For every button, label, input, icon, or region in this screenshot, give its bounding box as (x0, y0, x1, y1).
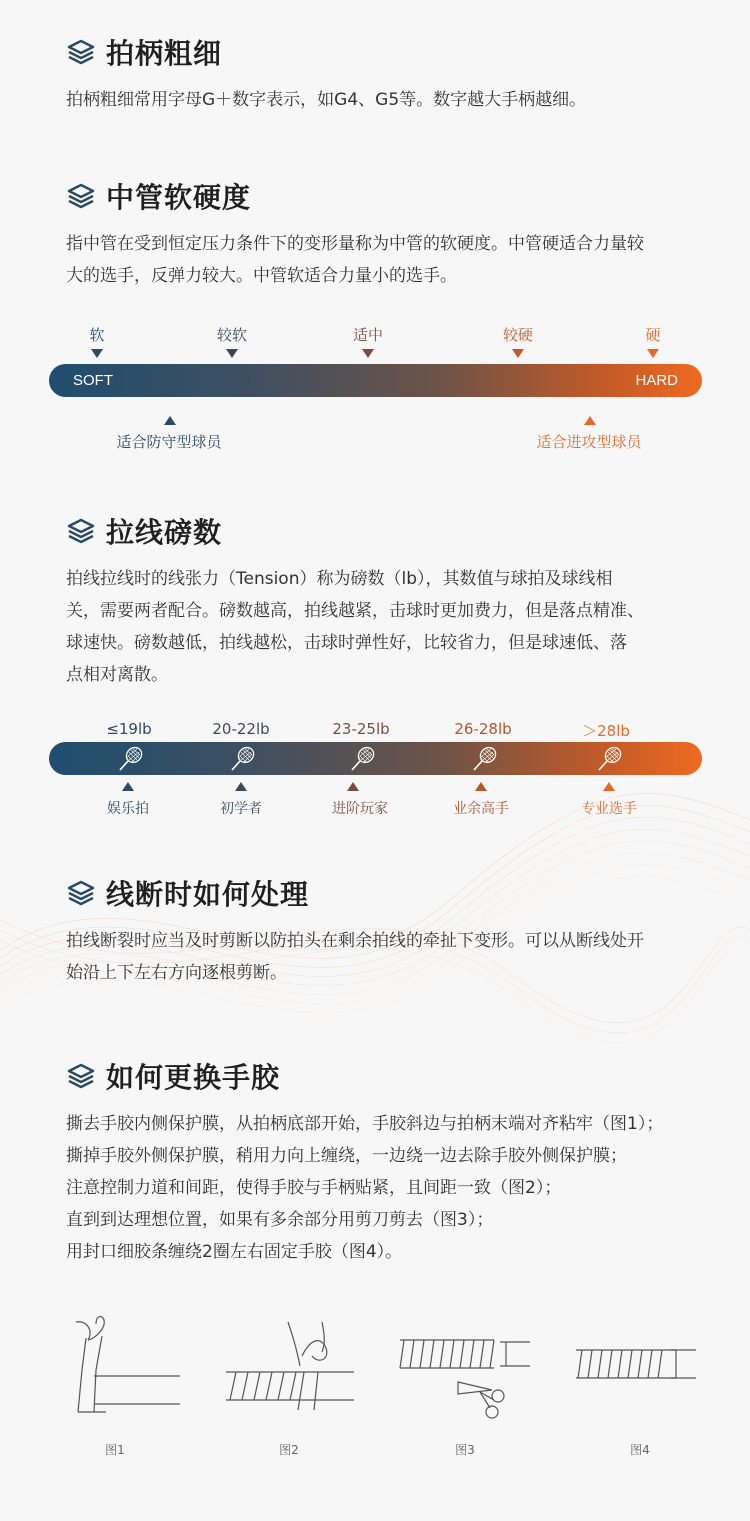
layers-icon (66, 37, 96, 67)
pointer-up-icon (584, 416, 596, 425)
flex-label-medium: 适中 (352, 326, 384, 344)
figure-3-illustration (398, 1328, 533, 1423)
section-heading (66, 511, 706, 551)
text-line: 用封口细胶条缠绕2圈左右固定手胶（图4）。 (66, 1242, 403, 1262)
text-line: 撕掉手胶外侧保护膜，稍用力向上缠绕，一边绕一边去除手胶外侧保护膜； (66, 1146, 627, 1166)
text-line: 球速快。磅数越低，拍线越松，击球时弹性好，比较省力，但是球速低、落 (66, 633, 627, 653)
player-level-label: 娱乐拍 (107, 801, 149, 817)
text-line: 拍线断裂时应当及时剪断以防拍头在剩余拍线的牵扯下变形。可以从断线处开 (66, 931, 644, 951)
figure-2-caption: 图2 (279, 1443, 299, 1457)
figure-4-caption: 图4 (630, 1443, 650, 1457)
section-title: 线断时如何处理 (106, 878, 310, 911)
figure-4-illustration (572, 1340, 698, 1390)
text-line: 大的选手，反弹力较大。中管软适合力量小的选手。 (66, 266, 457, 286)
section-title: 中管软硬度 (106, 181, 252, 214)
offensive-player-label: 适合进攻型球员 (536, 433, 642, 451)
pointer-down-icon (91, 349, 103, 358)
text-line: 注意控制力道和间距，使得手胶与手柄贴紧，且间距一致（图2）； (66, 1178, 562, 1198)
pointer-down-icon (647, 349, 659, 358)
tension-range-label: 26-28lb (454, 720, 512, 738)
flex-label-hard: 硬 (645, 326, 661, 344)
section-broken-string (66, 873, 706, 989)
pointer-up-icon (235, 782, 247, 791)
section-title: 如何更换手胶 (106, 1061, 281, 1094)
section-overgrip (66, 1056, 706, 1268)
bar-soft-label: SOFT (73, 372, 113, 389)
flex-gradient-bar (49, 364, 702, 397)
defensive-player-label: 适合防守型球员 (116, 433, 222, 451)
tension-range-label: 20-22lb (212, 720, 270, 738)
player-level-label: 业余高手 (453, 801, 509, 817)
pointer-down-icon (512, 349, 524, 358)
racket-icon (594, 744, 624, 774)
text-line: 关，需要两者配合。磅数越高，拍线越紧，击球时更加费力，但是落点精准、 (66, 601, 644, 621)
text-line: 点相对离散。 (66, 665, 168, 685)
racket-icon (227, 744, 257, 774)
text-line: 始沿上下左右方向逐根剪断。 (66, 963, 287, 983)
section-heading (66, 873, 706, 913)
pointer-up-icon (122, 782, 134, 791)
section-title: 拍柄粗细 (106, 37, 223, 70)
figure-1-illustration (66, 1310, 186, 1420)
section-flex (66, 176, 706, 292)
pointer-up-icon (164, 416, 176, 425)
layers-icon (66, 878, 96, 908)
tension-range-label: 23-25lb (332, 720, 390, 738)
flex-label-medium-hard: 较硬 (502, 326, 534, 344)
section-title: 拉线磅数 (106, 516, 223, 549)
racket-icon (469, 744, 499, 774)
player-level-label: 初学者 (220, 801, 262, 817)
player-level-label: 进阶玩家 (332, 801, 388, 817)
tension-range-label: ＞28lb (582, 722, 630, 740)
pointer-up-icon (475, 782, 487, 791)
player-level-label: 专业选手 (581, 801, 637, 817)
section-heading (66, 1056, 706, 1096)
section-tension (66, 511, 706, 691)
text-line: 撕去手胶内侧保护膜，从拍柄底部开始，手胶斜边与拍柄末端对齐粘牢（图1）； (66, 1114, 664, 1134)
text-line: 直到到达理想位置，如果有多余部分用剪刀剪去（图3）； (66, 1210, 494, 1230)
pointer-down-icon (226, 349, 238, 358)
layers-icon (66, 1061, 96, 1091)
section-heading (66, 32, 706, 72)
pointer-down-icon (362, 349, 374, 358)
tension-range-label: ≤19lb (106, 720, 152, 738)
figure-1-caption: 图1 (105, 1443, 125, 1457)
section-heading (66, 176, 706, 216)
section-text: 拍柄粗细常用字母G＋数字表示，如G4、G5等。数字越大手柄越细。 (66, 90, 587, 110)
layers-icon (66, 181, 96, 211)
layers-icon (66, 516, 96, 546)
flex-label-soft: 软 (89, 326, 105, 344)
racket-icon (347, 744, 377, 774)
text-line: 拍线拉线时的线张力（Tension）称为磅数（lb），其数值与球拍及球线相 (66, 569, 613, 589)
figure-2-illustration (222, 1316, 357, 1416)
bar-hard-label: HARD (635, 372, 678, 389)
figure-3-caption: 图3 (455, 1443, 475, 1457)
pointer-up-icon (603, 782, 615, 791)
pointer-up-icon (347, 782, 359, 791)
section-grip (66, 32, 706, 116)
text-line: 指中管在受到恒定压力条件下的变形量称为中管的软硬度。中管硬适合力量较 (66, 234, 644, 254)
racket-icon (115, 744, 145, 774)
flex-label-medium-soft: 较软 (216, 326, 248, 344)
